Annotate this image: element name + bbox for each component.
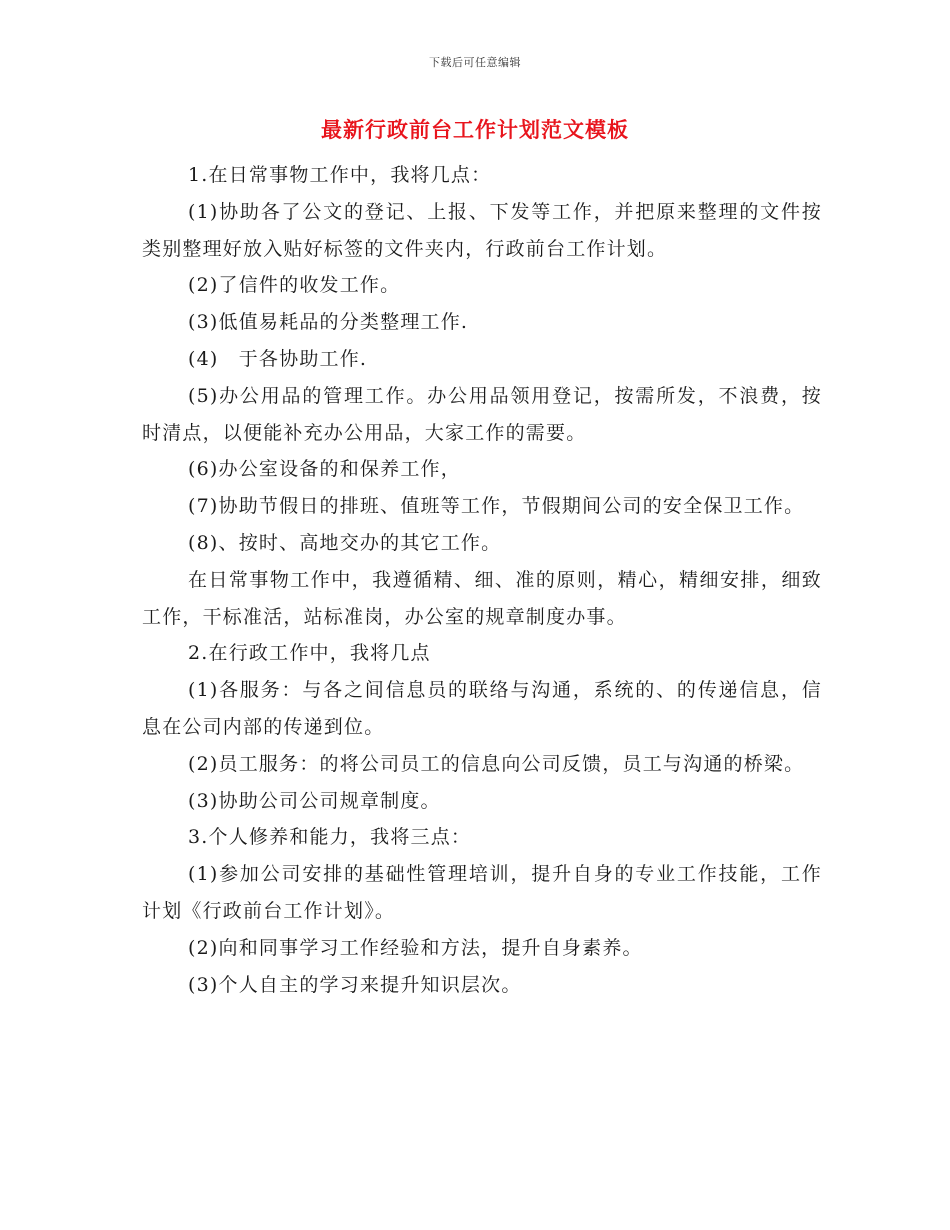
document-body	[142, 157, 822, 1003]
paragraph: (6)办公室设备的和保养工作，	[188, 458, 461, 481]
paragraph: (8)、按时、高地交办的其它工作。	[188, 531, 502, 554]
paragraph: (2)员工服务：的将公司员工的信息向公司反馈，员工与沟通的桥梁。	[188, 752, 805, 775]
paragraph: (3)低值易耗品的分类整理工作.	[188, 311, 469, 334]
paragraph: (1)参加公司安排的基础性管理培训，提升自身的专业工作技能，工作计划《行政前台工作计划》。	[142, 863, 822, 922]
paragraph: (3)协助公司公司规章制度。	[188, 789, 441, 812]
header-note: 下载后可任意编辑	[429, 56, 521, 69]
paragraph: (7)协助节假日的排班、值班等工作，节假期间公司的安全保卫工作。	[188, 495, 805, 518]
paragraph: (4) 于各协助工作.	[188, 347, 368, 370]
paragraph: 在日常事物工作中，我遵循精、细、准的原则，精心，精细安排，细致工作，干标准活，站标准岗，办公室的规章制度办事。	[142, 568, 822, 628]
paragraph: (3)个人自主的学习来提升知识层次。	[188, 973, 522, 996]
paragraph: (2)向和同事学习工作经验和方法，提升自身素养。	[188, 936, 643, 959]
paragraph: (5)办公用品的管理工作。办公用品领用登记，按需所发，不浪费，按时清点，以便能补充办公用品，大家工作的需要。	[142, 384, 822, 444]
paragraph: 1.在日常事物工作中，我将几点：	[188, 164, 492, 186]
paragraph: 3.个人修养和能力，我将三点：	[188, 826, 472, 849]
document-title: 最新行政前台工作计划范文模板	[321, 118, 629, 142]
paragraph: (1)各服务：与各之间信息员的联络与沟通，系统的、的传递信息，信息在公司内部的传递到位。	[142, 679, 822, 738]
paragraph: (2)了信件的收发工作。	[188, 274, 401, 297]
paragraph: 2.在行政工作中，我将几点	[188, 642, 431, 665]
paragraph: (1)协助各了公文的登记、上报、下发等工作，并把原来整理的文件按类别整理好放入贴好标签的文件夹内，行政前台工作计划。	[142, 200, 822, 260]
